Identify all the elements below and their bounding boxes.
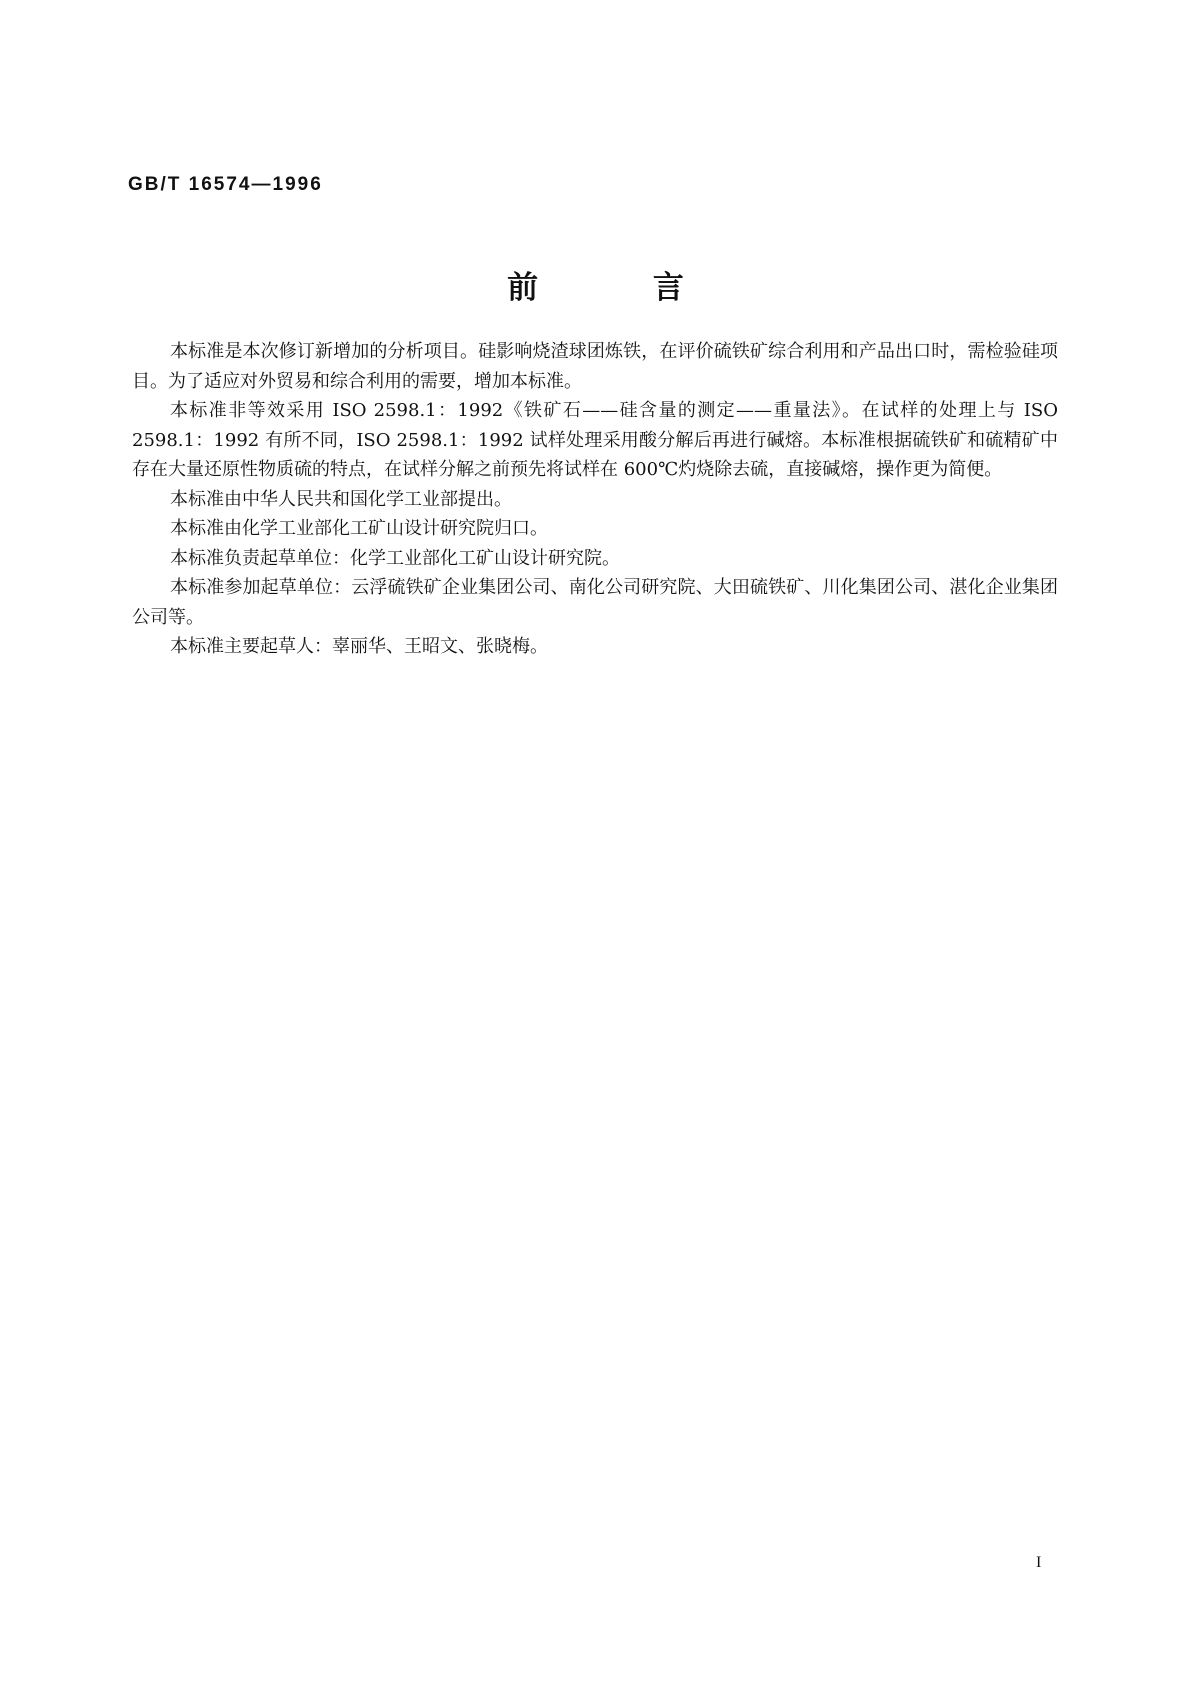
paragraph-iso-reference: 本标准非等效采用 ISO 2598.1：1992《铁矿石——硅含量的测定——重量法》。在试样的处理上与 ISO 2598.1：1992 有所不同，ISO 2598.1：1992 试样处理采用酸分解后再进行碱熔。本标准根据硫铁矿和硫精矿中存在大量还原性物质硫的特点，在试样分解之前预先将试样在 600℃灼烧除去硫，直接碱熔，操作更为简便。 [132, 400, 1058, 480]
paragraph-participating-units: 本标准参加起草单位：云浮硫铁矿企业集团公司、南化公司研究院、大田硫铁矿、川化集团公司、湛化企业集团公司等。 [132, 577, 1058, 628]
foreword-body [132, 337, 1058, 662]
paragraph-drafters: 本标准主要起草人：辜丽华、王昭文、张晓梅。 [170, 636, 548, 657]
paragraph-responsible-body: 本标准由化学工业部化工矿山设计研究院归口。 [170, 518, 548, 539]
paragraph-proposer: 本标准由中华人民共和国化学工业部提出。 [170, 488, 512, 510]
paragraph-purpose: 本标准是本次修订新增加的分析项目。硅影响烧渣球团炼铁，在评价硫铁矿综合利用和产品出口时，需检验硅项目。为了适应对外贸易和综合利用的需要，增加本标准。 [132, 341, 1058, 392]
page-title: 前 言 [507, 270, 736, 306]
paragraph-drafting-unit: 本标准负责起草单位：化学工业部化工矿山设计研究院。 [170, 547, 620, 569]
page-number: I [1036, 1554, 1042, 1571]
standard-code: GB/T 16574—1996 [128, 174, 323, 195]
